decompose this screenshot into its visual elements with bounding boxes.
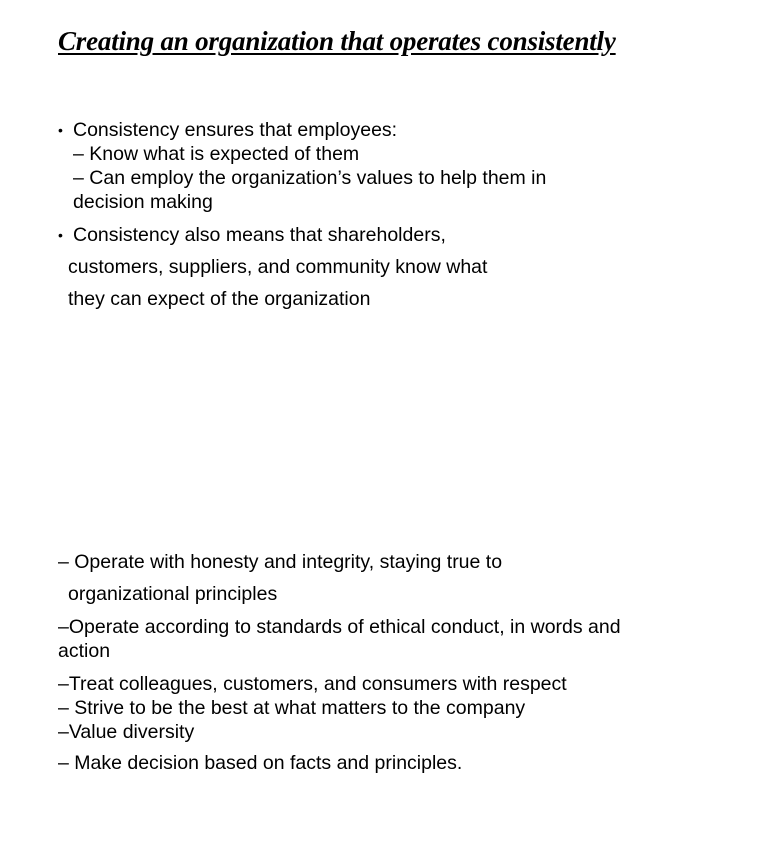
list-item-decisions: – Make decision based on facts and principles. <box>58 752 463 774</box>
bullet-shareholders-line1: Consistency also means that shareholders, <box>73 224 446 246</box>
list-item-diversity: –Value diversity <box>58 721 195 743</box>
list-item-honesty-line1: – Operate with honesty and integrity, staying true to <box>58 551 503 573</box>
sub-bullet-know-expected: – Know what is expected of them <box>73 143 360 165</box>
bullet-shareholders-line3: they can expect of the organization <box>68 288 371 310</box>
sub-bullet-employ-values-line1: – Can employ the organization’s values to help them in <box>73 167 547 189</box>
bullet-icon: • <box>58 227 63 243</box>
bullet-consistency-employees: Consistency ensures that employees: <box>73 119 398 141</box>
bullet-shareholders-line2: customers, suppliers, and community know what <box>68 256 488 278</box>
sub-bullet-employ-values-line2: decision making <box>73 191 213 213</box>
bullet-icon: • <box>58 122 63 138</box>
list-item-strive: – Strive to be the best at what matters to the company <box>58 697 526 719</box>
list-item-ethical-line2: action <box>58 640 111 662</box>
list-item-honesty-line2: organizational principles <box>68 583 278 605</box>
list-item-respect: –Treat colleagues, customers, and consumers with respect <box>58 673 567 695</box>
list-item-ethical-line1: –Operate according to standards of ethical conduct, in words and <box>58 616 621 638</box>
slide-title: Creating an organization that operates consistently <box>58 26 616 56</box>
